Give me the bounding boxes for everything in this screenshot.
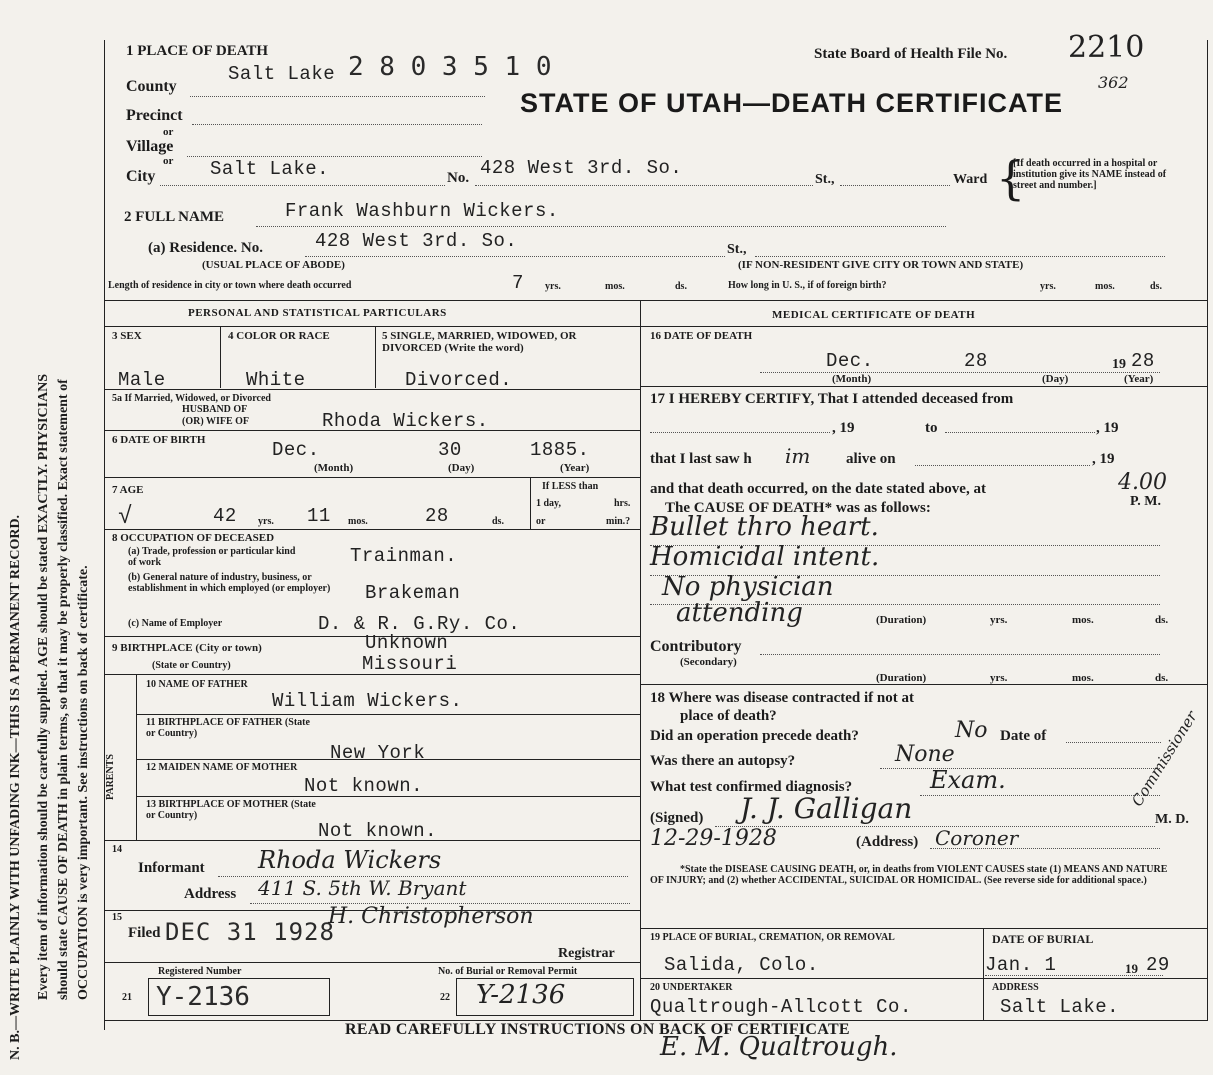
undertaker-value: Qualtrough-Allcott Co. [650,996,912,1018]
dod-month-caption: (Month) [832,373,872,385]
street-line [475,185,813,186]
burial-date-value: Jan. 1 [985,954,1057,976]
certify-from-line [650,432,830,433]
foreign-label: How long in U. S., if of foreign birth? [728,280,887,291]
autopsy-line [880,768,1160,769]
cause-line-2: Homicidal intent. [650,542,880,572]
dod-label: 16 DATE OF DEATH [650,330,753,342]
city-label: City [126,168,156,185]
mother-bp-label: 13 BIRTHPLACE OF MOTHER (State or Country) [146,799,316,821]
footnote: *State the DISEASE CAUSING DEATH, or, in deaths from VIOLENT CAUSES state (1) MEANS AND NATURE OF INJURY; and (2) whether ACCIDENTAL, SUICIDAL OR HOMICIDAL. (See reverse side for additional space.) [650,864,1168,886]
burial-permit-label: No. of Burial or Removal Permit [438,966,578,977]
dob-day: 30 [438,439,462,461]
occ-c-value: D. & R. G.Ry. Co. [318,613,521,635]
row-divider-1 [104,389,640,390]
burial-19: 19 [1125,961,1138,976]
occupation-label: 8 OCCUPATION OF DECEASED [112,532,275,544]
filed-date: DEC 31 1928 [165,918,335,946]
city-line [160,185,445,186]
contributory-line [760,654,1160,655]
age-divider [530,477,531,529]
q18-label: 18 Where was disease contracted if not at place of death? [650,690,914,724]
med-row-divider-3 [640,928,1208,929]
side-note-3: should state CAUSE OF DEATH in plain terms, so that it may be properly classified. Exact statement of [56,379,71,1000]
certify-to-label: to [925,420,938,436]
county-line [190,96,485,97]
length-yrs: yrs. [545,281,561,292]
duration-ds-1: ds. [1155,614,1169,626]
parents-label: PARENTS [105,754,116,800]
sex-divider [220,326,221,388]
reg-num-prefix: 21 [122,992,132,1003]
length-ds: ds. [675,281,687,292]
certify-to-line [945,432,1095,433]
length-value: 7 [512,272,524,294]
age-ds-label: ds. [492,516,504,527]
certify-from-19: , 19 [832,420,855,436]
cause-line-4: attending [676,598,803,628]
autopsy-value: None [895,742,955,767]
burial-date-label: DATE OF BURIAL [992,932,1094,946]
residence-label: (a) Residence. No. [148,240,263,256]
dod-day-caption: (Day) [1042,373,1069,385]
informant-value: Rhoda Wickers [258,846,442,874]
contributory-label: Contributory [650,638,742,655]
spouse-label-2: HUSBAND OF [182,404,248,415]
birthplace-state: Missouri [362,653,458,675]
brace-icon: { [996,151,1026,205]
spouse-label-3: (OR) WIFE OF [182,416,250,427]
row-divider-8 [136,759,640,760]
birthplace-state-label: (State or Country) [152,660,231,671]
abode-note: (USUAL PLACE OF ABODE) [202,259,345,271]
precinct-line [192,124,482,125]
burial-permit-prefix: 22 [440,992,450,1003]
burial-year: 29 [1146,954,1170,976]
md-label: M. D. [1155,812,1189,827]
reg-number-label: Registered Number [158,966,242,977]
hospital-note: [If death occurred in a hospital or institution give its NAME instead of street and number.] [1013,158,1167,191]
cause-line-1: Bullet thro heart. [650,512,879,542]
cause-label: The CAUSE OF DEATH* was as follows: [665,500,931,516]
age-mos: 11 [307,505,331,527]
less-than-hrs: hrs. [614,498,631,509]
full-name-label: 2 FULL NAME [124,209,225,225]
dob-label: 6 DATE OF BIRTH [112,434,206,446]
med-row-divider-4 [640,978,1208,979]
row-divider-7 [136,714,640,715]
dod-year-prefix: 19 [1112,357,1126,372]
color-label: 4 COLOR OR RACE [228,330,330,342]
sign-address-label: (Address) [856,834,919,850]
med-row-divider-2 [640,684,1208,685]
row-divider-10 [104,840,640,841]
side-notes [0,0,100,1075]
street-value: 428 West 3rd. So. [480,157,683,179]
burial-place-label: 19 PLACE OF BURIAL, CREMATION, OR REMOVAL [650,932,895,943]
registrar-signature: H. Christopherson [328,904,534,929]
spouse-value: Rhoda Wickers. [322,410,489,432]
autopsy-label: Was there an autopsy? [650,753,796,769]
secondary-label: (Secondary) [680,656,737,668]
operation-value: No [955,718,988,743]
undertaker-signature: E. M. Qualtrough. [660,1032,898,1062]
occ-a-value: Trainman. [350,545,458,567]
village-line [187,156,482,157]
dob-day-caption: (Day) [448,462,475,474]
length-mos: mos. [605,281,625,292]
registrar-label: Registrar [558,946,615,961]
city-value: Salt Lake. [210,158,330,180]
undertaker-label: 20 UNDERTAKER [650,982,733,993]
dob-month-caption: (Month) [314,462,354,474]
date-of-label: Date of [1000,728,1047,744]
precinct-label: Precinct [126,107,183,124]
parents-divider [136,674,137,840]
less-than-min: min.? [606,516,631,527]
father-bp-value: New York [330,742,426,764]
occ-a-label: (a) Trade, profession or particular kind of work [128,546,296,568]
burial-date-line [985,975,1163,976]
color-value: White [246,369,306,391]
or-1: or [163,126,174,138]
age-yrs: 42 [213,505,237,527]
color-divider [375,326,376,388]
father-label: 10 NAME OF FATHER [146,679,248,690]
form-right-border [1207,40,1208,1020]
duration-label-2: (Duration) [876,672,927,684]
sex-value: Male [118,369,166,391]
street-no-label: No. [447,170,470,186]
occ-b-label: (b) General nature of industry, business, or establishment in which employed (or employer) [128,572,331,594]
dob-year-caption: (Year) [560,462,590,474]
informant-address-value: 411 S. 5th W. Bryant [258,876,467,900]
grid-middle [640,300,641,1020]
less-than-1: If LESS than [542,481,599,492]
dod-line [760,372,1160,373]
file-sub-value: 362 [1098,73,1129,92]
occurred-label: and that death occurred, on the date stated above, at [650,481,986,497]
age-label: 7 AGE [112,484,144,496]
signature-value: J. J. Galligan [740,792,913,825]
undertaker-address-label: ADDRESS [992,982,1039,993]
mother-bp-value: Not known. [318,820,438,842]
alive-on-label: alive on [846,451,896,467]
full-name-value: Frank Washburn Wickers. [285,200,559,222]
dob-year: 1885. [530,439,590,461]
signed-label: (Signed) [650,810,704,826]
row-divider-12 [104,962,640,963]
father-bp-label: 11 BIRTHPLACE OF FATHER (State or Country) [146,717,310,739]
informant-address-label: Address [184,886,237,902]
file-no-value: 2210 [1068,30,1145,65]
age-mos-label: mos. [348,516,368,527]
length-label: Length of residence in city or town where death occurred [108,280,352,291]
occ-c-label: (c) Name of Employer [128,618,223,629]
village-label: Village [126,138,174,155]
less-than-3: or [536,516,546,527]
test-value: Exam. [930,766,1006,794]
row-divider-6 [104,674,640,675]
informant-num: 14 [112,844,122,855]
last-saw-value: im [785,444,811,468]
row-divider-2 [104,430,640,431]
marital-value: Divorced. [405,369,513,391]
birthplace-label: 9 BIRTHPLACE (City or town) [112,642,262,654]
age-check: √ [118,504,133,531]
duration-label-1: (Duration) [876,614,927,626]
burial-place-value: Salida, Colo. [664,954,819,976]
side-note-4: OCCUPATION is very important. See instructions on back of certificate. [76,565,91,1000]
age-yrs-label: yrs. [258,516,274,527]
burial-permit-value: Y-2136 [476,980,566,1010]
mother-label: 12 MAIDEN NAME OF MOTHER [146,762,298,773]
certify-label: 17 I HEREBY CERTIFY, That I attended deceased from [650,391,1014,407]
alive-on-line [915,465,1090,466]
duration-yrs-2: yrs. [990,672,1008,684]
foreign-yrs: yrs. [1040,281,1056,292]
dod-year-caption: (Year) [1124,373,1154,385]
st-label: St., [815,172,835,187]
date-of-line [1066,742,1161,743]
mother-value: Not known. [304,775,424,797]
duration-ds-2: ds. [1155,672,1169,684]
undertaker-address-value: Salt Lake. [1000,996,1120,1018]
commissioner-note: Commissioner [1128,707,1201,810]
test-line [920,795,1160,796]
last-saw-label: that I last saw h [650,451,752,467]
form-left-border [104,40,105,1030]
ward-line [840,185,950,186]
dod-year: 28 [1131,350,1155,372]
nonres-note: (IF NON-RESIDENT GIVE CITY OR TOWN AND STATE) [738,259,1024,271]
sign-address-line [930,848,1160,849]
foreign-mos: mos. [1095,281,1115,292]
ward-label: Ward [953,172,988,187]
residence-value: 428 West 3rd. So. [315,230,518,252]
residence-st-label: St., [727,242,747,257]
residence-line-2 [755,256,1165,257]
residence-line [305,256,725,257]
informant-label: Informant [138,860,205,876]
father-value: William Wickers. [272,690,463,712]
alive-19: , 19 [1092,451,1115,467]
marital-label: 5 SINGLE, MARRIED, WIDOWED, OR DIVORCED (Write the word) [382,330,577,354]
foreign-ds: ds. [1150,281,1162,292]
duration-yrs-1: yrs. [990,614,1008,626]
row-divider-3 [104,477,640,478]
less-than-2: 1 day, [536,498,562,509]
meridian: P. M. [1130,494,1161,509]
personal-section-title: PERSONAL AND STATISTICAL PARTICULARS [188,307,447,319]
county-label: County [126,78,177,95]
certificate-title: STATE OF UTAH—DEATH CERTIFICATE [520,88,1063,118]
row-divider-9 [136,796,640,797]
time-value: 4.00 [1118,470,1167,495]
reg-number-value: Y-2136 [156,982,250,1012]
filed-num: 15 [112,912,122,923]
test-label: What test confirmed diagnosis? [650,779,853,795]
or-2: or [163,155,174,167]
occ-b-value: Brakeman [365,582,461,604]
cause-line-3: No physician [662,572,834,602]
stamp-number: 2 8 0 3 5 1 0 [348,52,552,82]
file-no-label: State Board of Health File No. [814,46,1008,62]
med-row-divider-1 [640,386,1208,387]
duration-mos-1: mos. [1072,614,1094,626]
sign-address-value: Coroner [935,826,1019,850]
operation-label: Did an operation precede death? [650,728,859,744]
dob-month: Dec. [272,439,320,461]
county-value: Salt Lake [228,63,336,85]
duration-mos-2: mos. [1072,672,1094,684]
certify-to-19: , 19 [1096,420,1119,436]
sex-label: 3 SEX [112,330,142,342]
side-note-2: Every item of information should be carefully supplied. AGE should be stated EXACTLY. PHYSICIANS [36,373,51,1000]
side-note-1: N. B.—WRITE PLAINLY WITH UNFADING INK—THIS IS A PERMANENT RECORD. [8,514,23,1060]
birthplace-city: Unknown [365,632,449,654]
grid-sub-top [104,326,1208,327]
spouse-label-1: 5a If Married, Widowed, or Divorced [112,393,271,404]
filed-label: Filed [128,925,161,941]
sign-date-value: 12-29-1928 [650,826,777,851]
medical-section-title: MEDICAL CERTIFICATE OF DEATH [772,309,976,321]
full-name-line [256,226,946,227]
row-divider-4 [104,529,640,530]
place-of-death-label: 1 PLACE OF DEATH [126,43,269,59]
age-ds: 28 [425,505,449,527]
footer-instructions: READ CAREFULLY INSTRUCTIONS ON BACK OF CERTIFICATE [345,1021,850,1038]
dod-month: Dec. [826,350,874,372]
dod-day: 28 [964,350,988,372]
grid-top [104,300,1208,301]
